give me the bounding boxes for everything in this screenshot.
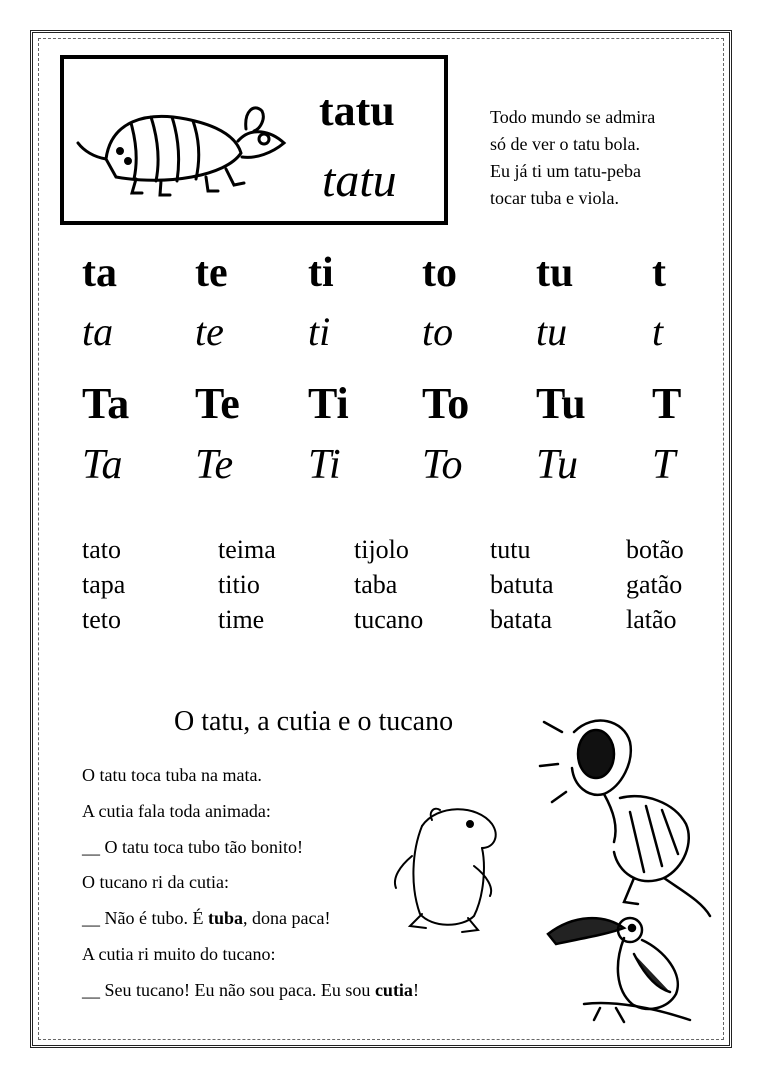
syllable-print: Ti [308,379,349,428]
story-line [82,871,419,907]
syllable-print: tu [536,250,574,296]
story-line-bold: cutia [374,979,413,1000]
syllable-print: To [422,379,470,428]
story-line-text: A cutia fala toda animada: [82,800,271,821]
story-line-text: __ Não é tubo. É [82,908,208,929]
word-column [82,532,125,637]
word: tucano [354,605,424,634]
syllable-cursive: te [195,309,224,354]
syllable-cursive: Tu [536,442,579,488]
word: tutu [490,535,531,564]
hero-word-print: tatu [319,86,395,135]
word-column [490,532,554,637]
syllable-print: te [195,250,228,296]
hero-word-cursive: tatu [322,154,397,207]
story-line [82,979,419,1015]
word: batata [490,605,553,634]
story-line-text: __ O tatu toca tubo tão bonito! [82,836,303,857]
hero-box [60,55,448,225]
syllables-cursive-upper-row [82,444,702,504]
word: teima [218,535,276,564]
poem-line: Eu já ti um tatu-peba [490,161,641,181]
poem [490,104,655,212]
syllable-cursive: tu [536,309,568,354]
syllable-print: T [652,379,682,428]
syllable-cursive: T [652,442,676,488]
syllables-cursive-lower-row [82,309,702,372]
syllable-print: ta [82,250,117,296]
word: gatão [626,570,683,599]
syllable-print: Tu [536,379,586,428]
story-line-text: ! [412,979,419,1000]
syllable-cursive: To [422,442,463,488]
story-line-text: O tatu toca tuba na mata. [82,765,262,785]
word-column [354,532,423,637]
armadillo-icon [76,81,296,201]
story-text [82,764,419,1015]
syllable-print: Ta [82,379,130,428]
poem-line: Todo mundo se admira [490,107,656,127]
syllable-print: to [422,250,457,296]
word-column [626,532,684,637]
syllable-cursive: Ti [308,442,341,488]
story-line-text: , dona paca! [243,908,331,929]
story-line [82,943,419,979]
story-line [82,800,419,836]
word: latão [626,605,677,634]
story-line-text: __ Seu tucano! Eu não sou paca. Eu sou [82,979,375,1000]
tatu-tuba-icon [534,702,714,922]
syllables-print-upper-row [82,379,702,442]
syllable-cursive: to [422,309,454,354]
cutia-icon [382,796,512,936]
word: batuta [490,570,554,599]
word: teto [82,605,121,634]
word: titio [218,570,260,599]
word: tapa [82,570,126,599]
syllable-print: ti [308,250,334,296]
word: time [218,605,265,634]
syllable-cursive: ti [308,309,331,354]
story-line-text: A cutia ri muito do tucano: [82,943,276,964]
story-line [82,836,419,872]
syllable-cursive: Ta [82,442,123,488]
syllable-cursive: Te [195,442,234,488]
story-title: O tatu, a cutia e o tucano [174,706,454,737]
word: botão [626,535,684,564]
story-line [82,764,419,800]
poem-line: tocar tuba e viola. [490,188,619,208]
word-column [218,532,276,637]
word: tato [82,535,121,564]
story-line [82,907,419,943]
syllable-cursive: t [652,309,664,354]
syllables-print-lower-row [82,252,702,312]
syllable-print: t [652,250,666,296]
syllable-cursive: ta [82,309,114,354]
story-line-bold: tuba [207,908,243,929]
syllable-print: Te [195,379,240,428]
story-line-text: O tucano ri da cutia: [82,872,229,893]
toucan-icon [544,904,694,1034]
poem-line: só de ver o tatu bola. [490,134,640,154]
word: tijolo [354,535,409,564]
word: taba [354,570,398,599]
